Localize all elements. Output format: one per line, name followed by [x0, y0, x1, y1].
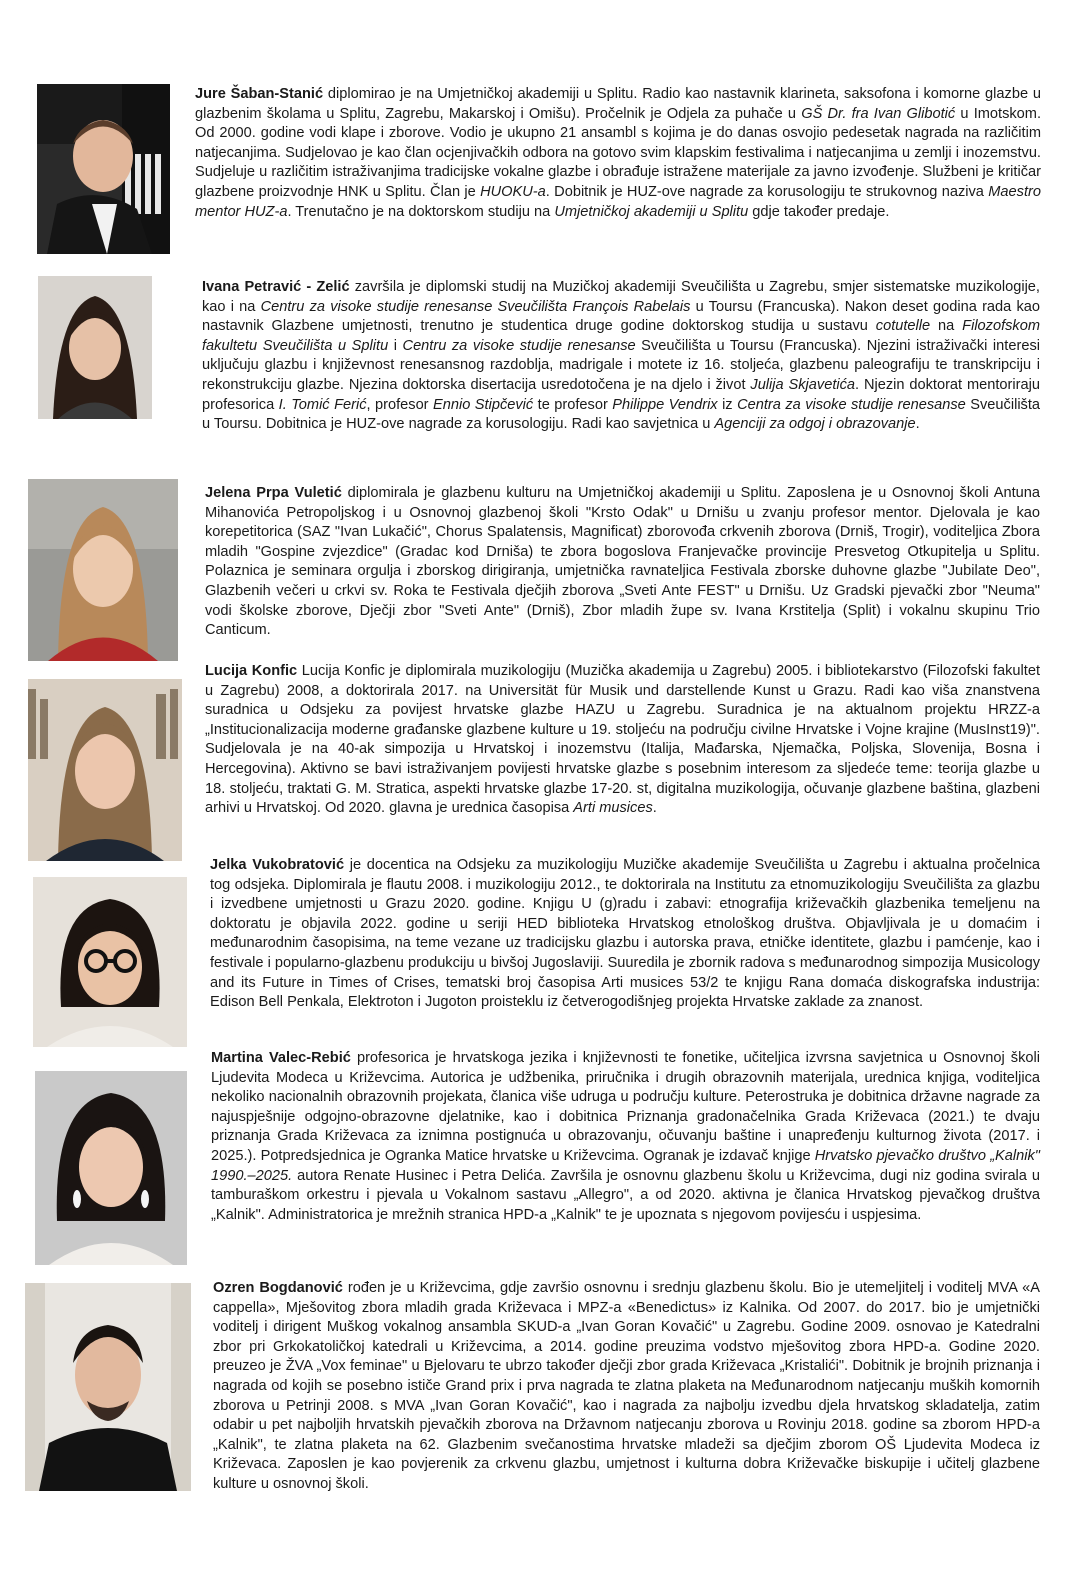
person-name: Jelka Vukobratović [210, 857, 345, 873]
bio-segment: Sveučilišta u Toursu (Francuska). Njezini istraživački interesi uključuju glazbu i književnost renesansnog razdoblja, madrigale i motete iz 16. stoljeća, glazbenu paleografiju te transkripciju i rekonstrukciju glazbe. Njezina doktorska disertacija usredotočena je na djelo i život [202, 337, 1040, 393]
bio-segment: HUOKU-a [480, 183, 546, 200]
bio-segment: Lucija Konfic je diplomirala muzikologiju (Muzička akademija u Zagrebu) 2005. i bibliotekarstvo (Filozofski fakultet u Zagrebu) 2008, a doktorirala 2017. na Universität für Musik und darstellende Kunst u Grazu. Radi kao viša znanstvena suradnica u Odsjeku za povijest hrvatske glazbe HAZU u Zagrebu. Suradnica je na aktualnom projektu HRZZ-a „Institucionalizacija moderne građanske glazbene kulture u 19. stoljeću na području civilne Hrvatske i Vojne krajine (MusInst19)". Sudjelovala je na 40-ak simpozija u Hrvatskoj i inozemstvu (Italija, Mađarska, Njemačka, Poljska, Slovenija, Bosna i Hercegovina). Aktivno se bavi istraživanjem povijesti hrvatske glazbe s posebnim interesom za sljedeće teme: teorija glazbe u 18. stoljeću, traktati G. M. Stratica, aspekti hrvatske glazbe 17-20. st, digitalna muzikologija, očuvanje glazbene baština, glazbeni arhivi u Hrvatskoj. Od 2020. glavna je urednica časopisa [205, 663, 1040, 817]
bio-segment: te profesor [533, 396, 613, 413]
bio-segment: Ennio Stipčević [433, 396, 534, 413]
bio-segment: diplomirao je na Umjetničkoj akademiji u Splitu. Radio kao nastavnik klarineta, saksofona i komorne glazbe u glazbenim školama u Splitu, Zagrebu, Makarskoj i Omišu). Pročelnik je Odjela za puhače u [195, 86, 1041, 122]
bio-segment: I. Tomić Ferić [278, 396, 367, 413]
bio-segment: Hrvatsko pjevačko društvo „Kalnik" 1990.–2025. [211, 1147, 1040, 1184]
bio-segment: Umjetničkoj akademiji u Splitu [554, 203, 749, 220]
bio-segment: na [930, 318, 963, 335]
bio-segment: Julija Skjavetića [750, 376, 856, 393]
bio-segment: Arti musices [573, 800, 653, 817]
bio-segment: Centra za visoke studije renesanse [737, 396, 966, 413]
bio-segment: diplomirala je glazbenu kulturu na Umjetničkoj akademiji u Splitu. Zaposlena je u Osnovnoj školi Antuna Mihanovića Petropoljskog i u Osnovnoj glazbenoj školi "Krsto Odak" u Drnišu u zvanju profesor mentor. Djelovala je kao korepetitorica (SAZ "Ivan Lukačić", Chorus Spalatensis, Magnificat) zborovođa crkvenih zborova (Drniš, Trogir), voditeljica Zbora mladih "Gospine zvjezdice" (Gradac kod Drniša) te zbora bogoslova Franjevačke provincije Presvetog Otkupitelja u Splitu. Polaznica je seminara orgulja i zborskog dirigiranja, umjetnička ravnateljica Festivala zborske duhovne glazbe "Jubilate Deo", Glazbenih večeri u crkvi sv. Roka te Festivala dječjih zborova „Sveti Ante FEST" u Drnišu. Uz Gradski pjevački zbor "Neuma" vodi školske zborove, Dječji zbor "Sveti Ante" (Drniš), Zbor mladih župe sv. Ivana Krstitelja (Split) i vokalnu skupinu Trio Canticum. [205, 485, 1040, 639]
person-name: Jure Šaban-Stanić [195, 86, 324, 102]
bio-segment: Centru za visoke studije renesanse Sveučilišta François Rabelais [260, 298, 691, 315]
portrait-photo [25, 1283, 191, 1491]
person-name: Martina Valec-Rebić [211, 1050, 351, 1066]
person-name: Lucija Konfic [205, 663, 298, 679]
bio-segment: Sveučilišta u Toursu. Dobitnica je HUZ-ove nagrade za korusologiju. Radi kao savjetnica u [202, 396, 1041, 433]
bio-segment: autora Renate Husinec i Petra Delića. Završila je osnovnu glazbenu školu u Križevcima, dugi niz godina svirala u tamburaškom orkestru i pjevala u Vokalnom sastavu „Allegro", a od 2020. aktivna je članica Hrvatskog pjevačkog društva „Kalnik". Administratorica je mrežnih stranica HPD-a „Kalnik" te je upoznata s njegovom povijesću i uspjesima. [211, 1167, 1040, 1223]
portrait-photo [28, 479, 178, 661]
portrait-photo [37, 84, 170, 254]
bio-segment: Filozofskom fakultetu Sveučilišta u Splitu [202, 318, 1041, 354]
biography-text [195, 85, 1041, 222]
portrait-photo [33, 877, 187, 1047]
bio-segment: . Trenutačno je na doktorskom studiju na [287, 203, 555, 220]
bio-segment: rođen je u Križevcima, gdje završio osnovnu i srednju glazbenu školu. Bio je utemeljitelj i voditelj MVA «A cappella», Mješovitog zbora mladih grada Križevaca i MPZ-a «Benedictus» iz Kalnika. Od 2007. do 2017. bio je umjetnički voditelj i dirigent Muškog vokalnog ansambla SKUD-a „Ivan Goran Kovačić" u Zagrebu. Godine 2009. osnovao je Katedralni zbor pri Grkokatoličkoj katedrali u Križevcima, a 2014. godine preuzima vodstvo mješovitog zbora HPD-a. Godine 2020. preuzeo je ŽVA „Vox feminae" u Bjelovaru te ubrzo također dječji zbor grada Križevaca „Kristalići". Dobitnik je brojnih priznanja i nagrada od kojih se posebno ističe Grand prix i prva nagrada te zlatna plaketa na Međunarodnom natjecanju muških komornih zborova u Petrinji 2008. s MVA „Ivan Goran Kovačić", kao i nagrada za najbolju izvedbu djela hrvatskog skladatelja, zatim odabir u pet najboljih hrvatskih pjevačkih zborova na Državnom natjecanju zborova u Rovinju 2018. godine sa zborom HPD-a „Kalnik", te zlatna plaketa na 62. Glazbenim svečanostima hrvatske mladeži sa dječjim zborom OŠ Ljudevita Modeca iz Križevaca. Zaposlen je kao povjerenik za crkvenu glazbu, umjetnost i kulturna dobra Križevačke biskupije i učitelj glazbene kulture u osnovnoj školi. [213, 1280, 1040, 1492]
biography-text [211, 1049, 1040, 1225]
bio-segment: je docentica na Odsjeku za muzikologiju Muzičke akademije Sveučilišta u Zagrebu i aktualna pročelnica tog odsjeka. Diplomirala je flautu 2008. i muzikologiju 2012., te doktorirala na Institutu za etnomuzikologiju Sveučilišta za glazbu i izvedbene umjetnosti u Grazu 2020. godine. Knjigu U (g)radu i zabavi: etnografija križevačkih glazbenika temeljenu na doktoratu je objavila 2022. godine u seriji HED biblioteka Hrvatskog etnološkog društva. Objavljivala je u domaćim i međunarodnim časopisima, na teme vezane uz tradicijsku glazbu i autorska prava, etničke identitete, glazbu i pamćenje, kao i festivale i popularno-glazbenu produkciju u bivšoj Jugoslaviji. Suuredila je zbornik radova s međunarodnog simpozija Musicology and its Future in Times of Crises, tematski broj časopisa Arti musices 53/2 te knjigu Rana domaća diskografska industrija: Edison Bell Penkala, Elektroton i Jugoton proisteklu iz četverogodišnjeg projekta Hrvatske zaklade za znanost. [210, 857, 1040, 1011]
bio-segment: , profesor [366, 396, 434, 413]
bio-segment: završila je diplomski studij na Muzičkoj akademiji Sveučilišta u Zagrebu, smjer sistematske muzikologije, kao i na [202, 279, 1040, 315]
bio-segment: i [388, 337, 403, 354]
bio-segment: Maestro mentor HUZ-a [195, 183, 1041, 220]
bio-segment: u Imotskom. Od 2000. godine vodi klape i zborove. Vodio je ukupno 21 ansambl s kojima je do danas osvojio pedesetak nagrada na različitim natjecanjima. Sudjelovao je kao član ocjenjivačkih odbora na gotovo svim klapskim festivalima i natjecanjima u zemlji i inozemstvu. Sudjeluje u različitim istraživanjima tradicijske vokalne glazbe i obrađuje istražene materijale za javno izvođenje. Službeni je kritičar glazbene proizvodnje HNK u Splitu. Član je [195, 105, 1041, 200]
portrait-photo [35, 1071, 187, 1265]
bio-segment: . Dobitnik je HUZ-ove nagrade za korusologiju te strukovnog naziva [545, 183, 989, 200]
bio-segment: gdje također predaje. [748, 203, 890, 220]
portrait-photo [38, 276, 152, 419]
biography-text [213, 1279, 1040, 1495]
bio-segment: . [652, 800, 657, 817]
person-name: Ivana Petravić - Zelić [202, 279, 350, 295]
biography-text [205, 662, 1040, 819]
biography-text [205, 484, 1040, 641]
person-name: Ozren Bogdanović [213, 1280, 343, 1296]
bio-segment: . [915, 416, 920, 433]
bio-segment: profesorica je hrvatskoga jezika i književnosti te fonetike, učiteljica izvrsna savjetnica u Osnovnoj školi Ljudevita Modeca u Križevcima. Autorica je udžbenika, priručnika i drugih obrazovnih materijala, urednica knjiga, voditeljica nekoliko nacionalnih obrazovnih projekata, članica više udruga u području kulture. Peterostruka je dobitnica državne nagrade za najuspješnije odgojno-obrazovne djelatnike, kao i dobitnica Priznanja gradonačelnika Grada Križevaca (2021.) te dvaju priznanja Grada Križevaca za iznimna postignuća u obrazovanju, očuvanju baštine i unapređenju kulturnog života (2017. i 2025.). Potpredsjednica je Ogranka Matice hrvatske u Križevcima. Ogranak je izdavač knjige [211, 1050, 1040, 1164]
bio-segment: Agenciji za odgoj i obrazovanje [714, 416, 916, 433]
portrait-photo [28, 679, 182, 861]
bio-segment: cotutelle [875, 318, 931, 335]
bio-segment: u Toursu (Francuska). Nakon deset godina rada kao nastavnik Glazbene umjetnosti, trenutno je studentica druge godine doktorskog studija u sustavu [202, 298, 1041, 335]
biography-text [202, 278, 1040, 435]
bio-segment: . Njezin doktorat mentoriraju profesorica [202, 376, 1040, 413]
bio-segment: Philippe Vendrix [612, 396, 718, 413]
bio-segment: Centru za visoke studije renesanse [402, 337, 636, 354]
person-name: Jelena Prpa Vuletić [205, 485, 342, 501]
bio-segment: iz [717, 396, 738, 413]
biography-text [210, 856, 1040, 1013]
bio-segment: GŠ Dr. fra Ivan Glibotić [801, 105, 956, 122]
